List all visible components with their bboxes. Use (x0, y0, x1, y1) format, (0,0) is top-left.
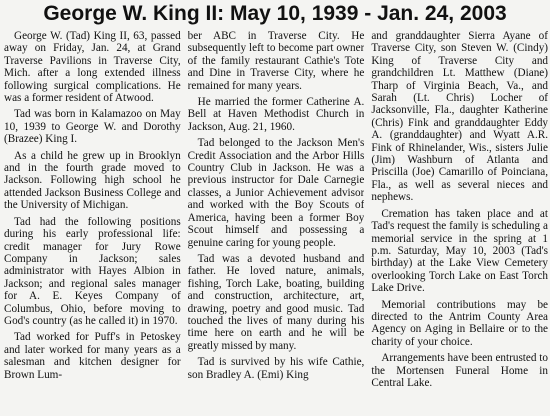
column-3 (371, 30, 548, 416)
paragraph: Tad was born in Kalamazoo on May 10, 1939 to George W. and Dorothy (Brazee) King I. (4, 108, 181, 146)
paragraph: Memorial contributions may be directed to the Antrim County Area Agency on Aging in Bellaire or to the charity of your choice. (371, 298, 549, 348)
column-1 (4, 30, 181, 416)
paragraph: Tad worked for Puff's in Petoskey and later worked for many years as a salesman and kitchen designer for Brown Lum- (4, 331, 181, 381)
obituary-headline: George W. King II: May 10, 1939 - Jan. 24, 2003 (43, 2, 507, 25)
paragraph: As a child he grew up in Brooklyn and in the fourth grade moved to Jackson. Following high school he attended Jackson Business College and the University of Michigan. (4, 149, 181, 212)
paragraph: Tad was a devoted husband and father. He loved nature, animals, fishing, Torch Lake, boating, building and construction, architecture, art, drawing, poetry and good music. Tad touched the lives of many during his time here on earth and he will be greatly missed by many. (187, 252, 365, 352)
paragraph: ber ABC in Traverse City. He subsequently left to become part owner of the family restaurant Cathie's Tote and Dine in Traverse City, where he remained for many years. (187, 30, 365, 92)
paragraph: and granddaughter Sierra Ayane of Traverse City, son Steven W. (Cindy) King of Traverse City and grandchildren Lt. Matthew (Diane) Tharp of Virginia Beach, Va., and Sarah (Lt. Chris) Locher of Jacksonville, Fla., daughter Katherine (Chris) Fink and granddaughter Eddy A. (granddaughter) and Wyatt A.R. Fink of Rhinelander, Wis., sisters Julie (Jim) Washburn of Atlanta and Priscilla (Joe) Camarillo of Poinciana, Fla., as well as several nieces and nephews. (371, 30, 549, 204)
paragraph: Tad belonged to the Jackson Men's Credit Association and the Arbor Hills Country Club in Jackson. He was a previous instructor for Dale Carnegie classes, a Junior Achievement advisor and worked with the Boy Scouts of America, having been a former Boy Scout himself and possessing a genuine caring for young people. (187, 137, 365, 249)
paragraph: Tad is survived by his wife Cathie, son Bradley A. (Emi) King (187, 356, 365, 381)
paragraph: Cremation has taken place and at Tad's request the family is scheduling a memorial service in the spring at 1 p.m. Saturday, May 10, 2003 (Tad's birthday) at the Lake View Cemetery overlooking Torch Lake on East Torch Lake Drive. (371, 207, 549, 295)
paragraph: He married the former Catherine A. Bell at Haven Methodist Church in Jackson, Aug. 21, 1960. (187, 96, 365, 133)
paragraph: Arrangements have been entrusted to the Mortensen Funeral Home in Central Lake. (371, 352, 549, 389)
article-body (4, 30, 548, 416)
column-2 (188, 30, 365, 416)
paragraph: Tad had the following positions during his early professional life: credit manager for Jury Rowe Company in Jackson; sales administrator with Hayes Albion in Jackson; and regional sales manager for A. E. Keyes Company of Columbus, Ohio, before moving to God's country (as he called it) in 1970. (4, 215, 181, 327)
paragraph: George W. (Tad) King II, 63, passed away on Friday, Jan. 24, at Grand Traverse Pavilions in Traverse City, Mich. after a long extended illness following surgical complications. He was a former resident of Atwood. (4, 30, 181, 105)
